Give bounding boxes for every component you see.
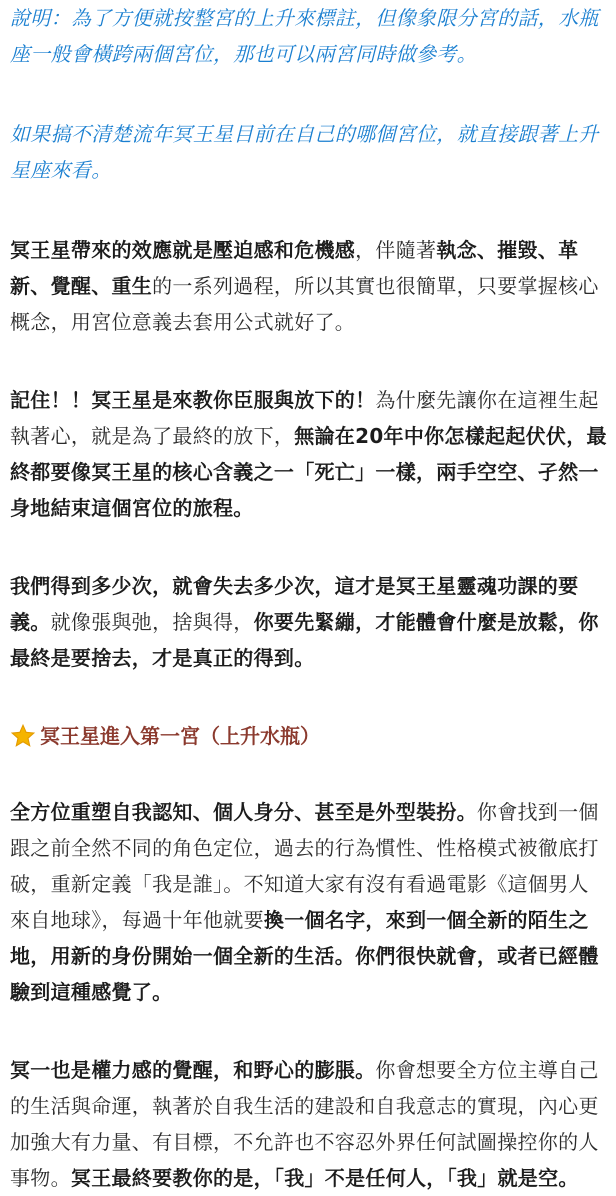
bold-text: 無論在20年中你怎樣起起伏伏，最終都要像冥王星的核心含義之一「死亡」一樣，兩手空空、孑然一身地結束這個宮位的旅程。 [10,424,607,520]
bold-text: 記住！！冥王星是來教你臣服與放下的！ [10,388,376,412]
bold-text: 我們得到多少次，就會失去多少次，這才是冥王星靈魂功課的要義。 [10,574,579,634]
body-text: 就像張與弛，捨與得， [50,610,254,634]
note-paragraph-rising-sign: 如果搞不清楚流年冥王星目前在自己的哪個宮位，就直接跟著上升星座來看。 [10,122,599,182]
star-icon [10,723,36,749]
note-paragraph-house-system: 說明：為了方便就按整宮的上升來標註，但像象限分宮的話，水瓶座一般會橫跨兩個宮位，那也可以兩宮同時做參考。 [10,6,599,66]
paragraph-power-awakening [10,1052,608,1196]
body-text: 為什麼先讓你在這裡生起執著心，就是為了最終的放下， [10,388,599,448]
section-heading-first-house [10,718,608,754]
paragraph-surrender [10,382,608,526]
bold-text: 換一個名字，來到一個全新的陌生之地，用新的身份開始一個全新的生活。你們很快就會，或者已經體驗到這種感覺了。 [10,908,599,1004]
bold-text: 全方位重塑自我認知、個人身分、甚至是外型裝扮。 [10,800,477,824]
bold-text: 冥王最終要教你的是，「我」不是任何人，「我」就是空。 [70,1166,579,1190]
bold-text: 冥一也是權力感的覺醒，和野心的膨脹。 [10,1058,376,1082]
body-text: 你會找到一個跟之前全然不同的角色定位，過去的行為慣性、性格模式被徹底打破，重新定義「我是誰」。不知道大家有沒有看過電影《這個男人來自地球》，每過十年他就要 [10,800,599,932]
paragraph-self-identity [10,794,608,1010]
bold-text: 你要先緊繃，才能體會什麼是放鬆，你最終是要捨去，才是真正的得到。 [10,610,599,670]
paragraph-pluto-effects [10,232,608,340]
bold-text: 執念、摧毀、革新、覺醒、重生 [10,238,579,298]
bold-text: 冥王星帶來的效應就是壓迫感和危機感 [10,238,356,262]
body-text: ，伴隨著 [355,238,437,262]
body-text: 你會想要全方位主導自己的生活與命運，執著於自我生活的建設和自我意志的實現，內心更加強大有力量、有目標，不允許也不容忍外界任何試圖操控你的人事物。 [10,1058,599,1190]
body-text: 的一系列過程，所以其實也很簡單，只要掌握核心概念，用宮位意義去套用公式就好了。 [10,274,599,334]
paragraph-gain-loss [10,568,608,676]
section-heading-text: 冥王星進入第一宮（上升水瓶） [40,724,320,748]
